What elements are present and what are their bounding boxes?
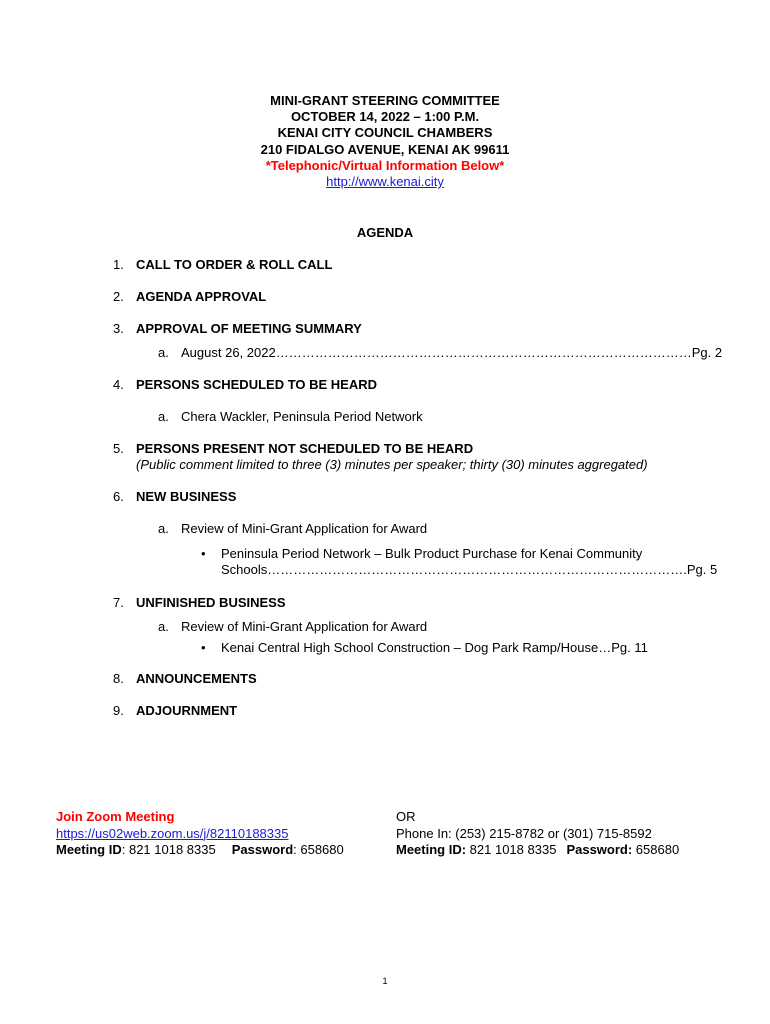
public-comment-note: (Public comment limited to three (3) minutes per speaker; thirty (30) minutes aggregated) bbox=[136, 457, 648, 472]
item-label: UNFINISHED BUSINESS bbox=[136, 595, 286, 610]
item-label: CALL TO ORDER & ROLL CALL bbox=[136, 257, 333, 272]
sub-text: Chera Wackler, Peninsula Period Network bbox=[181, 409, 423, 424]
sub-letter: a. bbox=[158, 521, 169, 536]
committee-name: MINI-GRANT STEERING COMMITTEE bbox=[270, 93, 500, 108]
bullet-icon: • bbox=[201, 546, 206, 561]
meeting-address: 210 FIDALGO AVENUE, KENAI AK 99611 bbox=[260, 141, 510, 157]
item-label: PERSONS PRESENT NOT SCHEDULED TO BE HEARD bbox=[136, 441, 474, 456]
agenda-item-new-business bbox=[113, 489, 236, 505]
virtual-note: *Telephonic/Virtual Information Below* bbox=[265, 157, 505, 173]
agenda-item-meeting-summary bbox=[113, 321, 362, 337]
agenda-title: AGENDA bbox=[356, 225, 414, 240]
zoom-credentials bbox=[56, 842, 344, 859]
password-value: : 658680 bbox=[293, 842, 344, 857]
item-label: APPROVAL OF MEETING SUMMARY bbox=[136, 321, 362, 336]
sub-item-unfinished-review bbox=[158, 619, 427, 635]
sub-item-new-review bbox=[158, 521, 427, 537]
item-number: 7. bbox=[113, 595, 124, 610]
item-number: 8. bbox=[113, 671, 124, 686]
item-label: ANNOUNCEMENTS bbox=[136, 671, 257, 686]
or-label: OR bbox=[396, 809, 416, 824]
meeting-datetime: OCTOBER 14, 2022 – 1:00 P.M. bbox=[290, 109, 480, 125]
item-number: 6. bbox=[113, 489, 124, 504]
sub-text: Review of Mini-Grant Application for Award bbox=[181, 619, 428, 634]
sub-letter: a. bbox=[158, 345, 169, 360]
website-link[interactable]: http://www.kenai.city bbox=[326, 174, 444, 190]
meeting-id-value: : 821 1018 8335 bbox=[121, 842, 216, 857]
item-number: 3. bbox=[113, 321, 124, 336]
item-number: 5. bbox=[113, 441, 124, 456]
item-label: PERSONS SCHEDULED TO BE HEARD bbox=[136, 377, 378, 392]
agenda-item-call-to-order bbox=[113, 257, 332, 273]
item-number: 9. bbox=[113, 703, 124, 718]
item-number: 2. bbox=[113, 289, 124, 304]
item-number: 1. bbox=[113, 257, 124, 272]
meeting-header bbox=[0, 93, 770, 190]
password-label: Password bbox=[231, 842, 294, 857]
page-number: 1 bbox=[382, 976, 388, 986]
meeting-id-label: Meeting ID bbox=[56, 842, 122, 857]
bullet-line: Schools…………………………………………………………………………………….Pg. 5 bbox=[221, 562, 718, 577]
meeting-location: KENAI CITY COUNCIL CHAMBERS bbox=[277, 125, 493, 141]
item-number: 4. bbox=[113, 377, 124, 392]
item-label: NEW BUSINESS bbox=[136, 489, 237, 504]
agenda-item-announcements bbox=[113, 671, 257, 687]
bullet-line: Kenai Central High School Construction – Dog Park Ramp/House…Pg. 11 bbox=[221, 640, 648, 655]
bullet-line: Peninsula Period Network – Bulk Product Purchase for Kenai Community bbox=[221, 546, 643, 561]
phone-numbers: Phone In: (253) 215-8782 or (301) 715-8592 bbox=[396, 825, 652, 841]
zoom-info-phone bbox=[396, 809, 679, 859]
item-label: AGENDA APPROVAL bbox=[136, 289, 267, 304]
sub-letter: a. bbox=[158, 619, 169, 634]
agenda-item-scheduled-heard bbox=[113, 377, 377, 393]
zoom-info-online bbox=[56, 809, 344, 859]
item-label: ADJOURNMENT bbox=[136, 703, 238, 718]
sub-item-speaker bbox=[158, 409, 423, 425]
meeting-id-label: Meeting ID: bbox=[396, 842, 467, 857]
sub-item-august-summary bbox=[158, 345, 722, 361]
sub-text: August 26, 2022……………………………………………………………………………………Pg. 2 bbox=[181, 345, 723, 360]
sub-text: Review of Mini-Grant Application for Award bbox=[181, 521, 428, 536]
zoom-link[interactable]: https://us02web.zoom.us/j/82110188335 bbox=[56, 825, 289, 841]
agenda-item-adjournment bbox=[113, 703, 237, 719]
bullet-icon: • bbox=[201, 640, 206, 655]
agenda-item-unfinished-business bbox=[113, 595, 286, 611]
meeting-id-value: 821 1018 8335 bbox=[466, 842, 557, 857]
agenda-item-agenda-approval bbox=[113, 289, 266, 305]
password-value: 658680 bbox=[632, 842, 680, 857]
zoom-title: Join Zoom Meeting bbox=[56, 809, 175, 824]
phone-credentials bbox=[396, 842, 679, 859]
sub-letter: a. bbox=[158, 409, 169, 424]
password-label: Password: bbox=[566, 842, 633, 857]
agenda-item-not-scheduled bbox=[113, 441, 473, 457]
